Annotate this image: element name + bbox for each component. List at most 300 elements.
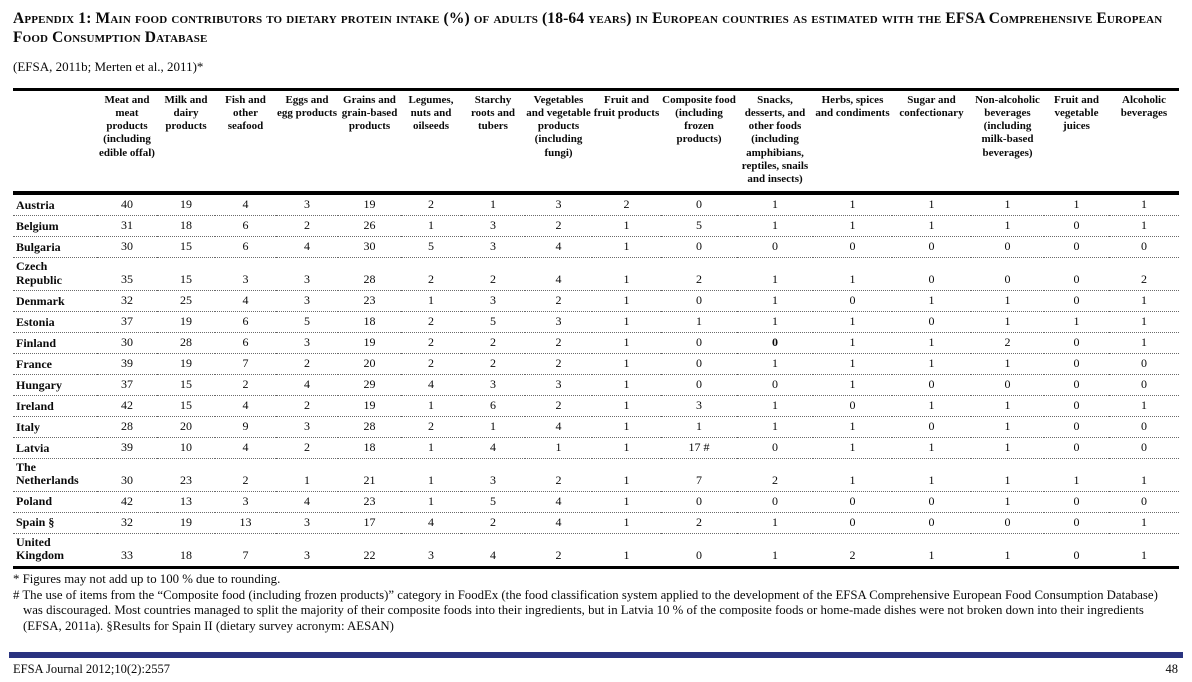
table-row xyxy=(13,290,1179,311)
value-cell: 19 xyxy=(180,313,192,328)
value-cell: 3 xyxy=(490,292,496,307)
table-body xyxy=(13,193,1179,567)
value-cell: 3 xyxy=(555,376,562,391)
value-cell: 4 xyxy=(304,376,310,391)
value-cell: 1 xyxy=(772,547,778,562)
value-cell: 9 xyxy=(242,418,249,433)
value-cell: 1 xyxy=(928,218,935,233)
value-cell: 0 xyxy=(1141,439,1147,454)
value-cell: 2 xyxy=(555,218,562,233)
value-cell: 29 xyxy=(363,376,376,391)
value-cell: 0 xyxy=(1073,355,1080,370)
value-cell: 0 xyxy=(1073,292,1080,307)
value-cell: 35 xyxy=(121,271,133,286)
column-header: Herbs, spices and condiments xyxy=(813,89,892,193)
value-cell: 4 xyxy=(555,239,562,254)
value-cell: 2 xyxy=(555,334,562,349)
value-cell: 37 xyxy=(121,376,133,391)
value-cell: 1 xyxy=(623,472,630,487)
value-cell: 28 xyxy=(363,271,376,286)
value-cell: 2 xyxy=(428,271,434,286)
value-cell: 6 xyxy=(242,239,249,254)
table-row xyxy=(13,416,1179,437)
value-cell: 23 xyxy=(363,292,376,307)
value-cell: 0 xyxy=(772,239,778,254)
table-row xyxy=(13,458,1179,491)
value-cell: 1 xyxy=(623,547,630,562)
value-cell: 1 xyxy=(1141,334,1147,349)
value-cell: 28 xyxy=(180,334,192,349)
value-cell: 1 xyxy=(304,472,310,487)
value-cell: 1 xyxy=(623,376,630,391)
value-cell: 1 xyxy=(772,292,778,307)
value-cell: 3 xyxy=(242,271,249,286)
value-cell: 40 xyxy=(121,197,133,212)
table-row xyxy=(13,437,1179,458)
value-cell: 1 xyxy=(1141,514,1147,529)
value-cell: 1 xyxy=(1004,418,1011,433)
value-cell: 1 xyxy=(928,197,935,212)
table-row xyxy=(13,512,1179,533)
value-cell: 2 xyxy=(428,355,434,370)
table-row xyxy=(13,258,1179,291)
country-label: Latvia xyxy=(16,440,50,455)
value-cell: 0 xyxy=(1141,418,1147,433)
column-header: Alcoholic beverages xyxy=(1109,89,1179,193)
value-cell: 23 xyxy=(363,493,376,508)
value-cell: 1 xyxy=(1141,292,1147,307)
footnote: # The use of items from the “Composite food (including frozen products)” category in FoodEx (the food classification system applied to the development of the EFSA Comprehensive European Food Consumption Database) was discouraged. Most countries managed to split the majority of their composite foods into their ingredients, but in Latvia 10 % of the composite foods or home-made dishes were not broken down into their ingredients (EFSA, 2011a). §Results for Spain II (dietary survey acronym: AESAN) xyxy=(13,587,1158,634)
value-cell: 0 xyxy=(696,292,702,307)
value-cell: 0 xyxy=(928,418,935,433)
value-cell: 1 xyxy=(928,334,935,349)
value-cell: 0 xyxy=(1073,547,1080,562)
footer-divider-bar xyxy=(9,652,1183,658)
value-cell: 0 xyxy=(696,334,702,349)
value-cell: 0 xyxy=(1073,397,1080,412)
value-cell: 1 xyxy=(428,472,434,487)
value-cell: 4 xyxy=(242,197,249,212)
value-cell: 0 xyxy=(1073,514,1080,529)
footnotes xyxy=(13,572,1179,635)
value-cell: 4 xyxy=(555,271,562,286)
value-cell: 30 xyxy=(121,239,133,254)
value-cell: 1 xyxy=(772,313,778,328)
value-cell: 1 xyxy=(1004,472,1011,487)
value-cell: 0 xyxy=(1141,355,1147,370)
value-cell: 3 xyxy=(555,197,562,212)
value-cell: 0 xyxy=(1141,493,1147,508)
value-cell: 3 xyxy=(304,292,310,307)
value-cell: 1 xyxy=(1004,397,1011,412)
value-cell: 0 xyxy=(1004,271,1011,286)
value-cell: 4 xyxy=(242,397,249,412)
value-cell: 15 xyxy=(180,271,192,286)
value-cell: 42 xyxy=(121,493,133,508)
value-cell: 1 xyxy=(1004,197,1011,212)
country-label: Bulgaria xyxy=(16,239,61,254)
value-cell: 2 xyxy=(1141,271,1147,286)
value-cell: 0 xyxy=(849,397,856,412)
country-label: Spain § xyxy=(16,515,55,530)
value-cell: 0 xyxy=(928,271,935,286)
value-cell: 10 xyxy=(180,439,192,454)
value-cell: 3 xyxy=(304,271,310,286)
value-cell: 1 xyxy=(772,197,778,212)
value-cell: 15 xyxy=(180,397,192,412)
value-cell: 1 xyxy=(623,397,630,412)
header-row xyxy=(13,89,1179,193)
value-cell: 0 xyxy=(1073,218,1080,233)
value-cell: 0 xyxy=(928,514,935,529)
value-cell: 0 xyxy=(849,493,856,508)
country-label: Finland xyxy=(16,335,57,350)
value-cell: 0 xyxy=(849,514,856,529)
value-cell: 1 xyxy=(1141,218,1147,233)
value-cell: 2 xyxy=(555,397,562,412)
column-header: Meat and meat products (including edible offal) xyxy=(97,89,157,193)
value-cell: 2 xyxy=(1004,334,1011,349)
column-header: Grains and grain-based products xyxy=(338,89,401,193)
value-cell: 4 xyxy=(242,439,249,454)
value-cell: 1 xyxy=(849,376,856,391)
value-cell: 0 xyxy=(696,197,702,212)
table-row xyxy=(13,353,1179,374)
value-cell: 13 xyxy=(239,514,252,529)
value-cell: 1 xyxy=(772,271,778,286)
value-cell: 1 xyxy=(849,418,856,433)
value-cell: 19 xyxy=(363,197,376,212)
value-cell: 0 xyxy=(1004,376,1011,391)
value-cell: 4 xyxy=(304,493,310,508)
country-label: Denmark xyxy=(16,293,65,308)
value-cell: 1 xyxy=(428,397,434,412)
value-cell: 3 xyxy=(490,376,496,391)
value-cell: 28 xyxy=(121,418,133,433)
value-cell: 6 xyxy=(242,218,249,233)
value-cell: 1 xyxy=(1141,313,1147,328)
value-cell: 2 xyxy=(428,418,434,433)
table-row xyxy=(13,374,1179,395)
citation-line: (EFSA, 2011b; Merten et al., 2011)* xyxy=(13,58,204,74)
value-cell: 1 xyxy=(1004,547,1011,562)
value-cell: 4 xyxy=(490,547,496,562)
value-cell: 4 xyxy=(555,418,562,433)
value-cell: 2 xyxy=(304,397,310,412)
value-cell: 1 xyxy=(623,218,630,233)
value-cell: 1 xyxy=(1141,547,1147,562)
value-cell: 0 xyxy=(772,439,778,454)
value-cell: 30 xyxy=(121,472,133,487)
value-cell: 1 xyxy=(1004,493,1011,508)
value-cell: 1 xyxy=(1073,197,1080,212)
value-cell: 0 xyxy=(696,493,702,508)
value-cell: 0 xyxy=(696,376,702,391)
value-cell: 30 xyxy=(121,334,133,349)
value-cell: 1 xyxy=(623,418,630,433)
value-cell: 5 xyxy=(696,218,702,233)
column-header: Vegetables and vegetable products (including fungi) xyxy=(525,89,592,193)
value-cell: 6 xyxy=(490,397,496,412)
column-header: Snacks, desserts, and other foods (including amphibians, reptiles, snails and insects) xyxy=(737,89,813,193)
value-cell: 19 xyxy=(180,355,192,370)
value-cell: 4 xyxy=(304,239,310,254)
value-cell: 7 xyxy=(242,355,249,370)
value-cell: 18 xyxy=(180,218,192,233)
value-cell: 1 xyxy=(555,439,562,454)
value-cell: 2 xyxy=(428,313,434,328)
value-cell: 2 xyxy=(428,197,434,212)
table-row xyxy=(13,237,1179,258)
value-cell: 1 xyxy=(428,439,434,454)
country-label: France xyxy=(16,356,52,371)
value-cell: 0 xyxy=(1073,239,1080,254)
corner-cell xyxy=(13,89,97,193)
value-cell: 1 xyxy=(623,239,630,254)
value-cell: 37 xyxy=(121,313,133,328)
value-cell: 0 xyxy=(1141,376,1147,391)
value-cell: 2 xyxy=(304,218,310,233)
value-cell: 2 xyxy=(490,355,496,370)
value-cell: 4 xyxy=(555,493,562,508)
value-cell: 7 xyxy=(242,547,249,562)
value-cell: 19 xyxy=(363,334,376,349)
value-cell: 19 xyxy=(363,397,376,412)
value-cell: 0 xyxy=(928,493,935,508)
value-cell: 5 xyxy=(428,239,434,254)
value-cell: 3 xyxy=(490,218,496,233)
value-cell: 1 xyxy=(928,355,935,370)
value-cell: 0 xyxy=(1073,439,1080,454)
value-cell: 0 xyxy=(772,334,778,349)
value-cell: 1 xyxy=(1004,439,1011,454)
value-cell: 0 xyxy=(1141,239,1147,254)
value-cell: 5 xyxy=(304,313,310,328)
value-cell: 18 xyxy=(363,439,376,454)
value-cell: 32 xyxy=(121,292,133,307)
value-cell: 2 xyxy=(242,472,249,487)
value-cell: 2 xyxy=(696,514,702,529)
value-cell: 4 xyxy=(490,439,496,454)
value-cell: 3 xyxy=(696,397,702,412)
value-cell: 1 xyxy=(428,218,434,233)
value-cell: 2 xyxy=(490,271,496,286)
value-cell: 1 xyxy=(772,418,778,433)
value-cell: 1 xyxy=(772,514,778,529)
value-cell: 1 xyxy=(772,397,778,412)
journal-reference: EFSA Journal 2012;10(2):2557 xyxy=(13,662,170,676)
value-cell: 1 xyxy=(1004,313,1011,328)
value-cell: 1 xyxy=(1141,397,1147,412)
value-cell: 1 xyxy=(849,218,856,233)
value-cell: 2 xyxy=(242,376,249,391)
value-cell: 20 xyxy=(180,418,192,433)
value-cell: 1 xyxy=(1004,355,1011,370)
value-cell: 4 xyxy=(428,376,434,391)
value-cell: 3 xyxy=(490,472,496,487)
value-cell: 0 xyxy=(1004,239,1011,254)
value-cell: 2 xyxy=(304,439,310,454)
value-cell: 1 xyxy=(849,355,856,370)
value-cell: 26 xyxy=(363,218,376,233)
value-cell: 1 xyxy=(490,418,496,433)
value-cell: 1 xyxy=(623,292,630,307)
value-cell: 0 xyxy=(1073,271,1080,286)
value-cell: 18 xyxy=(363,313,376,328)
table-row xyxy=(13,395,1179,416)
value-cell: 0 xyxy=(772,376,778,391)
value-cell: 1 xyxy=(428,292,434,307)
value-cell: 2 xyxy=(490,514,496,529)
value-cell: 1 xyxy=(623,439,630,454)
value-cell: 2 xyxy=(490,334,496,349)
value-cell: 15 xyxy=(180,239,192,254)
column-header: Fruit and vegetable juices xyxy=(1044,89,1109,193)
table-row xyxy=(13,311,1179,332)
value-cell: 31 xyxy=(121,218,133,233)
value-cell: 23 xyxy=(180,472,192,487)
value-cell: 4 xyxy=(242,292,249,307)
value-cell: 2 xyxy=(849,547,856,562)
value-cell: 1 xyxy=(428,493,434,508)
value-cell: 2 xyxy=(772,472,778,487)
country-label: Hungary xyxy=(16,377,63,392)
value-cell: 3 xyxy=(304,418,310,433)
value-cell: 28 xyxy=(363,418,376,433)
value-cell: 2 xyxy=(555,472,562,487)
value-cell: 25 xyxy=(180,292,192,307)
value-cell: 20 xyxy=(363,355,376,370)
country-label: Estonia xyxy=(16,314,55,329)
column-header: Legumes, nuts and oilseeds xyxy=(401,89,461,193)
value-cell: 1 xyxy=(772,218,778,233)
value-cell: 2 xyxy=(304,355,310,370)
column-header: Milk and dairy products xyxy=(157,89,215,193)
value-cell: 2 xyxy=(428,334,434,349)
value-cell: 0 xyxy=(696,355,702,370)
value-cell: 4 xyxy=(555,514,562,529)
value-cell: 0 xyxy=(1073,493,1080,508)
value-cell: 0 xyxy=(928,376,935,391)
table-row xyxy=(13,491,1179,512)
value-cell: 18 xyxy=(180,547,192,562)
value-cell: 3 xyxy=(304,514,310,529)
value-cell: 1 xyxy=(623,334,630,349)
value-cell: 0 xyxy=(696,547,702,562)
value-cell: 42 xyxy=(121,397,133,412)
column-header: Sugar and confectionary xyxy=(892,89,971,193)
value-cell: 17 # xyxy=(688,439,710,454)
value-cell: 21 xyxy=(363,472,376,487)
value-cell: 0 xyxy=(928,239,935,254)
value-cell: 1 xyxy=(928,292,935,307)
value-cell: 0 xyxy=(849,292,856,307)
value-cell: 1 xyxy=(849,472,856,487)
value-cell: 15 xyxy=(180,376,192,391)
column-header: Starchy roots and tubers xyxy=(461,89,525,193)
value-cell: 1 xyxy=(623,514,630,529)
page-title: Appendix 1: Main food contributors to dietary protein intake (%) of adults (18-64 years) in European countries as estimated with the EFSA Comprehensive European Food Consumption Database xyxy=(13,10,1163,47)
value-cell: 0 xyxy=(772,493,778,508)
country-label: Austria xyxy=(16,197,55,212)
value-cell: 3 xyxy=(242,493,249,508)
value-cell: 0 xyxy=(1073,334,1080,349)
value-cell: 1 xyxy=(928,397,935,412)
value-cell: 1 xyxy=(696,313,702,328)
country-label: Belgium xyxy=(16,218,59,233)
value-cell: 19 xyxy=(180,197,192,212)
value-cell: 7 xyxy=(696,472,702,487)
value-cell: 1 xyxy=(1073,313,1080,328)
value-cell: 22 xyxy=(363,547,376,562)
value-cell: 17 xyxy=(363,514,376,529)
value-cell: 1 xyxy=(1073,472,1080,487)
value-cell: 1 xyxy=(849,197,856,212)
value-cell: 1 xyxy=(772,355,778,370)
value-cell: 6 xyxy=(242,334,249,349)
protein-contributors-table xyxy=(13,88,1179,569)
value-cell: 1 xyxy=(849,439,856,454)
value-cell: 3 xyxy=(304,547,310,562)
value-cell: 1 xyxy=(928,472,935,487)
value-cell: 3 xyxy=(555,313,562,328)
table-row xyxy=(13,533,1179,567)
footnote: * Figures may not add up to 100 % due to rounding. xyxy=(13,571,281,586)
table-row xyxy=(13,216,1179,237)
value-cell: 1 xyxy=(623,355,630,370)
value-cell: 2 xyxy=(696,271,702,286)
value-cell: 1 xyxy=(1004,292,1011,307)
column-header: Eggs and egg products xyxy=(276,89,338,193)
value-cell: 0 xyxy=(849,239,856,254)
value-cell: 1 xyxy=(696,418,702,433)
column-header: Fruit and fruit products xyxy=(592,89,661,193)
column-header: Composite food (including frozen products) xyxy=(661,89,737,193)
value-cell: 33 xyxy=(121,547,133,562)
value-cell: 6 xyxy=(242,313,249,328)
value-cell: 1 xyxy=(928,547,935,562)
value-cell: 5 xyxy=(490,493,496,508)
value-cell: 0 xyxy=(928,313,935,328)
value-cell: 1 xyxy=(928,439,935,454)
page-footer xyxy=(0,652,1192,677)
column-header: Fish and other seafood xyxy=(215,89,276,193)
column-header: Non-alcoholic beverages (including milk-based beverages) xyxy=(971,89,1044,193)
value-cell: 1 xyxy=(1004,218,1011,233)
country-label: United Kingdom xyxy=(16,534,65,563)
value-cell: 3 xyxy=(304,334,310,349)
value-cell: 2 xyxy=(555,355,562,370)
value-cell: 39 xyxy=(121,355,133,370)
value-cell: 0 xyxy=(1004,514,1011,529)
value-cell: 13 xyxy=(180,493,192,508)
value-cell: 3 xyxy=(490,239,496,254)
page-number: 48 xyxy=(1165,662,1178,676)
value-cell: 0 xyxy=(1073,376,1080,391)
value-cell: 1 xyxy=(849,334,856,349)
value-cell: 1 xyxy=(849,313,856,328)
value-cell: 32 xyxy=(121,514,133,529)
value-cell: 4 xyxy=(428,514,434,529)
country-label: Italy xyxy=(16,419,40,434)
value-cell: 1 xyxy=(1141,197,1147,212)
value-cell: 1 xyxy=(849,271,856,286)
value-cell: 2 xyxy=(623,197,630,212)
value-cell: 1 xyxy=(490,197,496,212)
country-label: Czech Republic xyxy=(16,259,63,287)
value-cell: 3 xyxy=(428,547,434,562)
value-cell: 1 xyxy=(623,271,630,286)
